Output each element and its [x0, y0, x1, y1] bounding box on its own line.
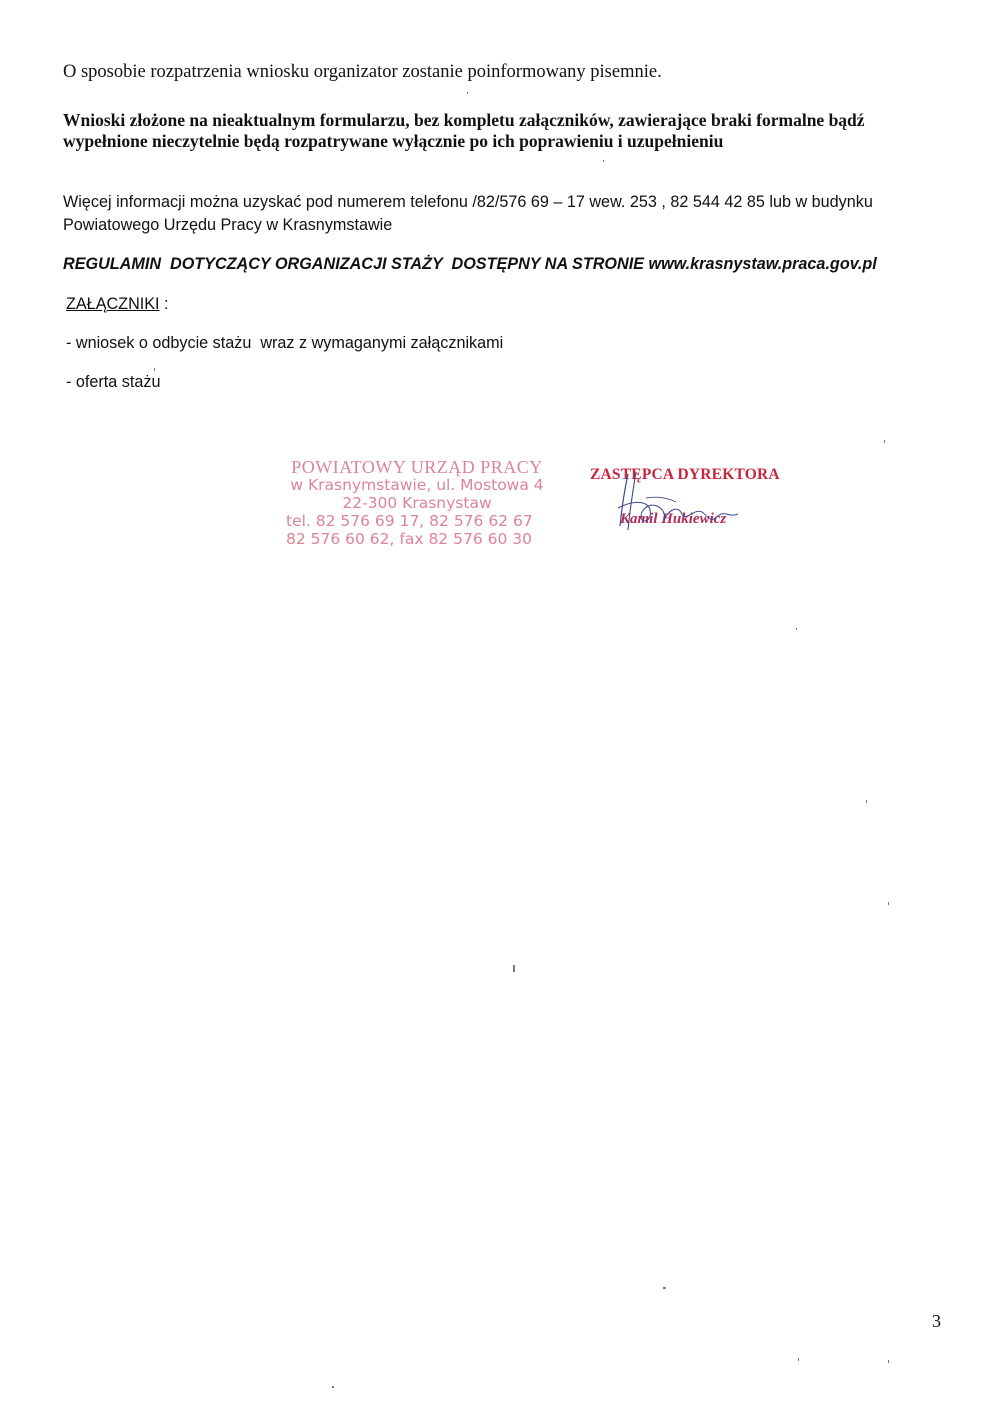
office-stamp: [286, 458, 548, 548]
attachments-heading-label: ZAŁĄCZNIKI: [66, 295, 160, 313]
signatory-name: Kamil Hukiewicz: [620, 511, 727, 527]
office-stamp-city: 22-300 Krasnystaw: [342, 494, 492, 512]
scan-speck: [603, 160, 604, 162]
scan-speck: [888, 902, 889, 905]
scan-speck: [798, 1358, 799, 1361]
warning-paragraph: Wnioski złożone na nieaktualnym formularzu, bez kompletu załączników, zawierające braki formalne bądź wypełnione nieczytelnie będą rozpatrywane wyłącznie po ich poprawieniu i uzupełnieniu: [63, 110, 865, 151]
handwritten-signature: [598, 468, 768, 538]
attachment-item: - wniosek o odbycie stażu wraz z wymaganymi załącznikami: [66, 334, 504, 352]
scan-speck: [796, 628, 797, 630]
scan-speck: [663, 1287, 666, 1289]
contact-info-paragraph: Więcej informacji można uzyskać pod numerem telefonu /82/576 69 – 17 wew. 253 , 82 544 42 85 lub w budynku Powiatowego Urzędu Pracy w Krasnymstawie: [63, 193, 873, 234]
scan-speck: [884, 440, 885, 443]
office-stamp-address: w Krasnymstawie, ul. Mostowa 4: [290, 476, 544, 494]
scan-speck: [866, 800, 867, 803]
scan-speck: [888, 1360, 889, 1363]
signatory-title: ZASTĘPCA DYREKTORA: [590, 466, 780, 483]
scan-speck: [154, 368, 155, 371]
office-stamp-fax: 82 576 60 62, fax 82 576 60 30: [286, 530, 532, 548]
attachments-heading-colon: :: [159, 295, 169, 313]
regulation-notice: REGULAMIN DOTYCZĄCY ORGANIZACJI STAŻY DOSTĘPNY NA STRONIE www.krasnystaw.praca.gov.pl: [63, 255, 877, 273]
scan-speck: [332, 1386, 334, 1388]
scan-speck: [513, 965, 515, 972]
attachment-item: - oferta stażu: [66, 373, 161, 391]
office-stamp-name: POWIATOWY URZĄD PRACY: [291, 457, 543, 477]
page-number: 3: [932, 1311, 941, 1331]
scan-speck: [467, 92, 468, 94]
intro-paragraph: O sposobie rozpatrzenia wniosku organizator zostanie poinformowany pisemnie.: [63, 62, 662, 82]
attachments-heading: [66, 295, 169, 314]
office-stamp-phones: tel. 82 576 69 17, 82 576 62 67: [286, 512, 533, 530]
